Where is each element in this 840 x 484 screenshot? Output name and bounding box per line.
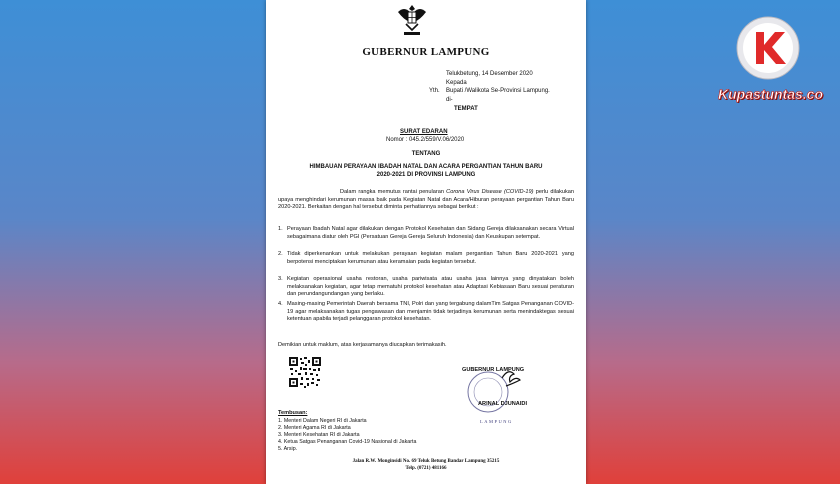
intro-paragraph xyxy=(278,189,574,212)
point-text: Kegiatan operasional usaha restoran, usaha pariwisata atau usaha jasa lainnya yang dinyatakan boleh melaksanakan kegiatan, agar tetap mematuhi protokol kesehatan atau Adaptasi Kebiasaan Baru sesuai peraturan dan perundangundangan yang berlaku. xyxy=(287,276,574,297)
qr-code-icon xyxy=(288,356,322,388)
tembusan-item: 5. Arsip. xyxy=(278,446,298,452)
point-text: Perayaan Ibadah Natal agar dilakukan dengan Protokol Kesehatan dan Sidang Gereja dilaksanakan secara Virtual sebagaimana diatur oleh PGI (Persatuan Gereja Gereja Seluruh Indonesia) dan Keuskupan setempat. xyxy=(287,226,574,240)
signature-title: GUBERNUR LAMPUNG xyxy=(462,367,525,373)
brand-logo-icon xyxy=(736,16,800,80)
signature-name: ARINAL DJUNAIDI xyxy=(478,401,527,407)
point-number: 4. xyxy=(278,301,283,307)
tembusan-item: 1. Menteri Dalam Negeri RI di Jakarta xyxy=(278,418,367,424)
doc-number: Nomor : 045.2/559/V.06/2020 xyxy=(386,137,465,143)
footer-address: Jalan R.W. Monginsidi No. 69 Teluk Betung Bandar Lampung 35215 xyxy=(352,459,500,464)
tempat-label: TEMPAT xyxy=(454,106,478,112)
garuda-crest-icon xyxy=(396,2,428,38)
place-date: Telukbetung, 14 Desember 2020 xyxy=(446,71,533,77)
tembusan-list xyxy=(278,418,416,453)
points-list xyxy=(278,226,578,346)
to-label: Kepada xyxy=(446,80,467,86)
doc-type: SURAT EDARAN xyxy=(400,129,448,135)
point-text: Tidak diperkenankan untuk melakukan perayaan kegiatan malam pergantian Tahun Baru 2020-2021 yang berpotensi menciptakan kerumunan atau keramaian pada kegiatan tersebut. xyxy=(287,251,574,265)
recipient: Bupati /Walikota Se-Provinsi Lampung. xyxy=(446,88,550,94)
di-label: di- xyxy=(446,97,453,103)
intro-italic: Corona Virus Disease (COVID-19) xyxy=(446,189,534,195)
tembusan-label: Tembusan: xyxy=(278,410,308,416)
footer-phone: Telp. (0721) 481166 xyxy=(405,466,447,471)
stamp-text: LAMPUNG xyxy=(480,419,513,424)
point-number: 1. xyxy=(278,226,283,232)
point-text: Masing-masing Pemerintah Daerah bersama TNI, Polri dan yang tergabung dalamTim Satgas Penanganan COVID-19 agar melaksanakan tugas pengawasan dan menjamin tidak terjadinya kerumunan serta menindaktegas sesuai ketentuan apabila terjadi pelanggaran protokol kesehatan. xyxy=(287,301,574,322)
letter-header: GUBERNUR LAMPUNG xyxy=(362,46,490,58)
subject-line-2: 2020-2021 DI PROVINSI LAMPUNG xyxy=(376,172,476,178)
closing-text: Demikian untuk maklum, atas kerjasamanya diucapkan terimakasih. xyxy=(278,342,447,348)
yth-label: Yth. xyxy=(429,88,440,94)
intro-rest: perlu dilakukan upaya menghindari kerumunan massa baik pada Kegiatan Natal dan Acara/Hiburan perayaan pergantian Tahun Baru 2020-2021. Berkaitan dengan hal tersebut diminta perhatiannya sebagai berikut : xyxy=(278,189,574,210)
tembusan-item: 4. Ketua Satgas Penanganan Covid-19 Nasional di Jakarta xyxy=(278,439,417,445)
tentang-label: TENTANG xyxy=(411,151,441,157)
intro-pre: Dalam rangka memutus rantai penularan xyxy=(340,189,447,195)
subject-line-1: HIMBAUAN PERAYAAN IBADAH NATAL DAN ACARA PERGANTIAN TAHUN BARU xyxy=(309,164,543,170)
brand-name: Kupastuntas.co xyxy=(718,86,824,102)
tembusan-item: 2. Menteri Agama RI di Jakarta xyxy=(278,425,351,431)
tembusan-item: 3. Menteri Kesehatan RI di Jakarta xyxy=(278,432,360,438)
letter-page xyxy=(266,0,586,484)
point-number: 3. xyxy=(278,276,283,282)
point-number: 2. xyxy=(278,251,283,257)
